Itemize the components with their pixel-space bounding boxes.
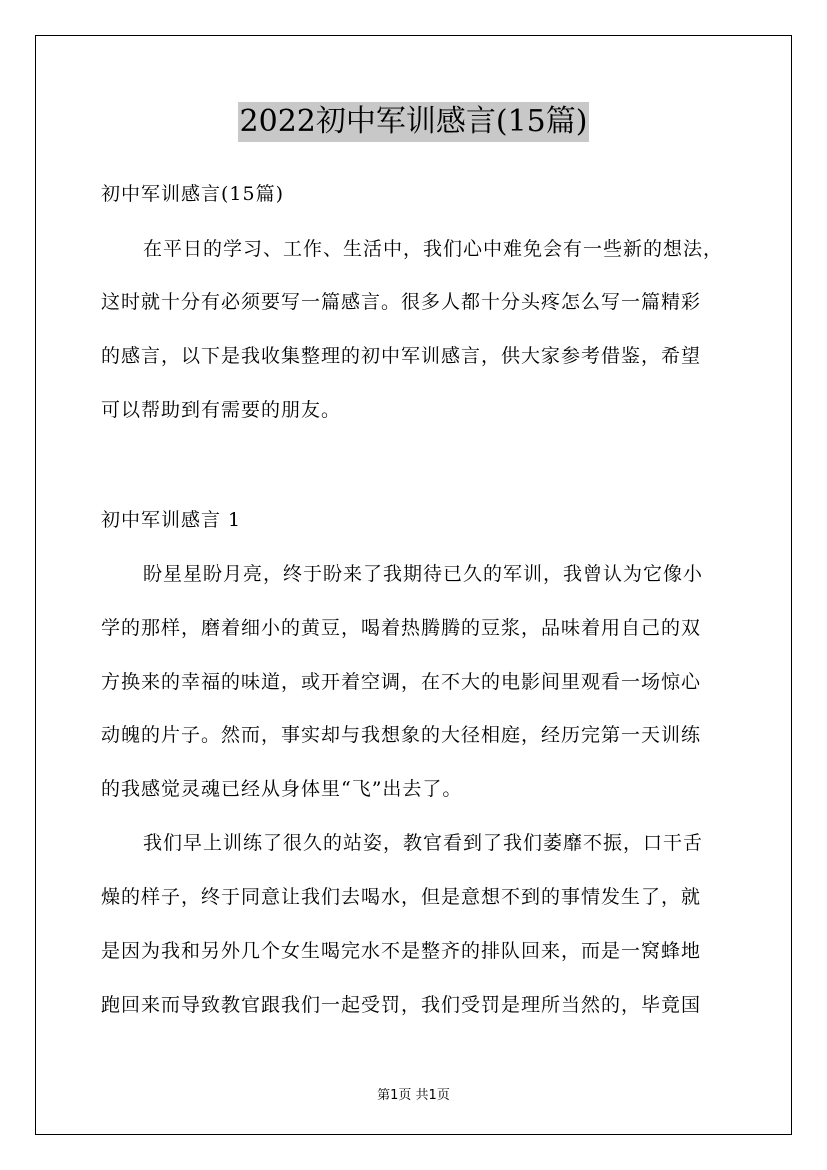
para1-line-1: 盼星星盼月亮，终于盼来了我期待已久的军训，我曾认为它像小 <box>143 563 704 585</box>
document-title: 2022初中军训感言(15篇) <box>238 102 590 142</box>
page-footer: 第1页 共1页 <box>377 1088 450 1103</box>
intro-line-4: 可以帮助到有需要的朋友。 <box>101 399 342 421</box>
intro-line-2: 这时就十分有必须要写一篇感言。很多人都十分头疼怎么写一篇精彩 <box>101 291 702 313</box>
para2-line-1: 我们早上训练了很久的站姿，教官看到了我们萎靡不振，口干舌 <box>143 832 704 854</box>
para1-line-4: 动魄的片子。然而，事实却与我想象的大径相庭，经历完第一天训练 <box>101 724 702 746</box>
para2-line-4: 跑回来而导致教官跟我们一起受罚，我们受罚是理所当然的，毕竟国 <box>101 994 702 1016</box>
para1-line-5: 的我感觉灵魂已经从身体里“飞”出去了。 <box>101 778 463 800</box>
section-heading: 初中军训感言 1 <box>101 509 242 531</box>
para2-line-2: 燥的样子，终于同意让我们去喝水，但是意想不到的事情发生了，就 <box>101 886 702 908</box>
intro-line-3: 的感言，以下是我收集整理的初中军训感言，供大家参考借鉴，希望 <box>101 345 702 367</box>
para1-line-3: 方换来的幸福的味道，或开着空调，在不大的电影间里观看一场惊心 <box>101 671 702 693</box>
para2-line-3: 是因为我和另外几个女生喝完水不是整齐的排队回来，而是一窝蜂地 <box>101 940 702 962</box>
para1-line-2: 学的那样，磨着细小的黄豆，喝着热腾腾的豆浆，品味着用自己的双 <box>101 617 702 639</box>
subtitle: 初中军训感言(15篇) <box>101 183 285 205</box>
intro-line-1: 在平日的学习、工作、生活中，我们心中难免会有一些新的想法， <box>143 238 724 260</box>
